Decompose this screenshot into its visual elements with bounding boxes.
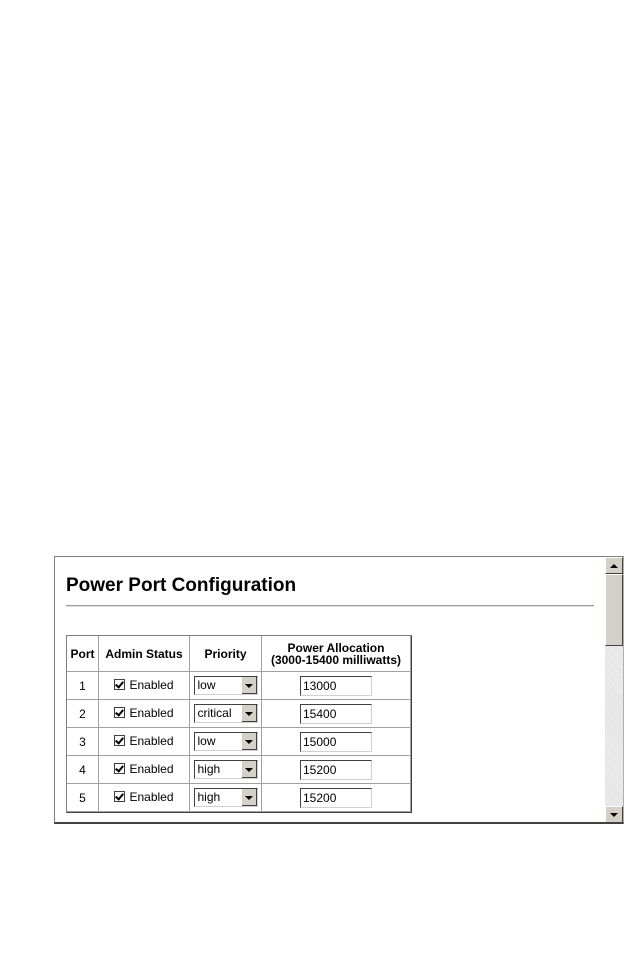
header-power-allocation-range: (3000-15400 milliwatts) [270,652,402,667]
priority-select[interactable] [194,676,258,695]
priority-cell [190,700,262,728]
priority-value: high [197,790,221,804]
power-allocation-cell [262,784,411,812]
table-row [67,672,411,700]
port-number: 5 [67,784,99,812]
priority-value: low [197,734,216,748]
admin-status-cell [99,728,190,756]
chevron-down-icon[interactable] [241,705,257,722]
header-power-allocation-label: Power Allocation [287,640,385,655]
checkbox-checked-icon[interactable] [114,791,125,802]
table-row [67,728,411,756]
content-area [55,557,605,823]
scrollbar-thumb[interactable] [605,574,623,646]
chevron-down-icon[interactable] [241,733,257,750]
checkbox-checked-icon[interactable] [114,707,125,718]
admin-status-cell [99,784,190,812]
scroll-up-arrow-icon[interactable] [605,557,623,574]
priority-select[interactable] [194,788,258,807]
admin-status-cell [99,672,190,700]
scroll-down-arrow-icon[interactable] [605,806,623,823]
checkbox-checked-icon[interactable] [114,679,125,690]
browser-frame [54,556,624,824]
power-allocation-cell [262,672,411,700]
admin-status-cell [99,756,190,784]
table-row [67,784,411,812]
admin-status-checkbox-label[interactable] [114,706,173,720]
priority-select[interactable] [194,732,258,751]
power-port-table [66,635,412,813]
port-number: 4 [67,756,99,784]
header-power-allocation [262,636,411,672]
admin-status-label: Enabled [129,677,174,692]
power-allocation-input[interactable]: 15000 [300,732,372,752]
header-admin-status: Admin Status [99,636,190,672]
port-number: 2 [67,700,99,728]
chevron-down-icon[interactable] [241,789,257,806]
priority-select[interactable] [194,704,258,723]
admin-status-cell [99,700,190,728]
table-row [67,756,411,784]
header-port: Port [67,636,99,672]
admin-status-checkbox-label[interactable] [114,678,173,692]
power-allocation-input[interactable]: 15200 [300,788,372,808]
power-allocation-cell [262,700,411,728]
admin-status-label: Enabled [129,705,174,720]
vertical-scrollbar[interactable] [605,557,623,823]
priority-cell [190,756,262,784]
admin-status-checkbox-label[interactable] [114,762,173,776]
priority-cell [190,784,262,812]
admin-status-label: Enabled [129,789,174,804]
chevron-down-icon[interactable] [241,761,257,778]
priority-value: critical [197,706,232,720]
power-allocation-input[interactable]: 13000 [300,676,372,696]
title-divider [66,605,594,607]
priority-cell [190,728,262,756]
power-allocation-cell [262,728,411,756]
admin-status-checkbox-label[interactable] [114,790,173,804]
power-allocation-cell [262,756,411,784]
priority-select[interactable] [194,760,258,779]
checkbox-checked-icon[interactable] [114,763,125,774]
admin-status-checkbox-label[interactable] [114,734,173,748]
port-number: 3 [67,728,99,756]
power-allocation-input[interactable]: 15200 [300,760,372,780]
chevron-down-icon[interactable] [241,677,257,694]
checkbox-checked-icon[interactable] [114,735,125,746]
page-title: Power Port Configuration [66,575,297,596]
header-priority: Priority [190,636,262,672]
admin-status-label: Enabled [129,733,174,748]
table-header-row [67,636,411,672]
admin-status-label: Enabled [129,761,174,776]
port-number: 1 [67,672,99,700]
power-allocation-input[interactable]: 15400 [300,704,372,724]
priority-cell [190,672,262,700]
table-row [67,700,411,728]
priority-value: low [197,678,216,692]
priority-value: high [197,762,221,776]
